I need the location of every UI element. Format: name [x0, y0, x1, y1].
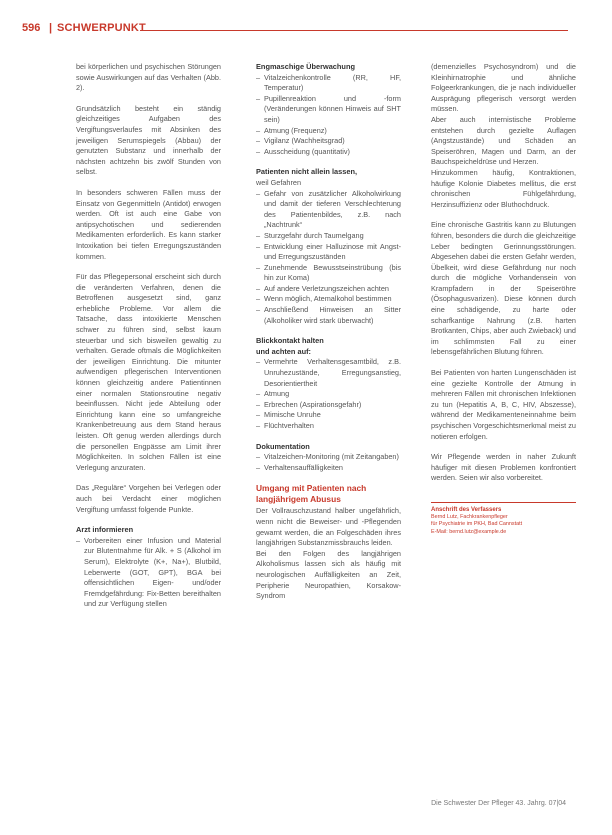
- author-line: für Psychiatrie im PKH, Bad Cannstatt: [431, 521, 523, 528]
- author-box: [431, 502, 576, 536]
- list-item: – Vigilanz (Wachheitsgrad): [256, 136, 401, 147]
- section-title: SCHWERPUNKT: [57, 22, 146, 34]
- list-item: – Ausscheidung (quantitativ): [256, 147, 401, 158]
- bullet-list: [256, 452, 401, 473]
- subheading-continuation: und achten auf:: [256, 346, 312, 356]
- list-item: – Vorbereiten einer Infusion und Material zur Blutentnahme für Alk. + S (Alkohol im Serum), Elektrolyte (K+, Na+), Blutbild, Leberwerte (GOT, GPT), BGA bei offensichtlichen Eigen- und/oder Fremdgefährdung: Fix-Betten bereithalten und zur Verfügung stellen: [76, 536, 221, 610]
- subheading: Arzt informieren: [76, 525, 134, 535]
- list-item: – Vitalzeichen-Monitoring (mit Zeitangaben): [256, 452, 401, 463]
- subheading: Blickkontakt halten: [256, 336, 324, 346]
- paragraph: Der Vollrauschzustand halber ungefährlich, wenn nicht die Beweiser- und -Pflegenden gewarnt werden, die an Folgeschäden ihres langjährigen Substanzmissbrauchs leiden.: [256, 506, 401, 548]
- list-item: – Gefahr von zusätzlicher Alkoholwirkung und damit der tieferen Verschlechterung des Patientenbildes, z.B. nach „Nachtrunk“: [256, 189, 401, 231]
- bullet-list: [256, 357, 401, 431]
- header-rule: [140, 30, 568, 31]
- list-item: – Verhaltensauffälligkeiten: [256, 463, 401, 474]
- list-item: – Anschließend Hinweisen an Sitter (Alkoholiker wird stark überwacht): [256, 305, 401, 326]
- column-middle: [256, 62, 401, 612]
- list-item: – Mimische Unruhe: [256, 410, 401, 421]
- paragraph: Aber auch internistische Probleme entstehen durch gezielte Auflagen (Angstzustände) und Schäden an Speiseröhren, Magen und Darm, an der Bauchspeicheldrüse und Herzen.: [431, 114, 576, 167]
- column-right: [431, 62, 576, 536]
- list-item: – Wenn möglich, Atemalkohol bestimmen: [256, 294, 401, 305]
- list-item: – Atmung (Frequenz): [256, 126, 401, 137]
- header-separator: |: [49, 22, 53, 34]
- bullet-list: [256, 73, 401, 158]
- page-footer: Die Schwester Der Pfleger 43. Jahrg. 07|04: [431, 800, 566, 807]
- list-item: – Erbrechen (Aspirationsgefahr): [256, 400, 401, 411]
- paragraph: (demenzielles Psychosyndrom) und die Kleinhirnatrophie und ähnliche Folgeerkrankungen, die je nach individueller Ausprägung pflegerisch versorgt werden müssen.: [431, 62, 576, 114]
- subheading-continuation: weil Gefahren: [256, 177, 302, 187]
- page-header: [0, 22, 612, 38]
- list-item: – Atmung: [256, 389, 401, 400]
- list-item: – Zunehmende Bewusstseinstrübung (bis hin zur Koma): [256, 263, 401, 284]
- paragraph: Das „Reguläre“ Vorgehen bei Verlegen oder auch bei Verdacht einer möglichen Vergiftung umfasst folgende Punkte.: [76, 483, 221, 514]
- list-item: – Entwicklung einer Halluzinose mit Angst- und Erregungszuständen: [256, 242, 401, 263]
- bullet-list: [256, 189, 401, 327]
- paragraph: Eine chronische Gastritis kann zu Blutungen führen, besonders die durch die gleichzeitige Leber bedingten Gerinnungsstörungen. Abgesehen dabei die ersten Gefahr werden, Übelkeit, wird diese Gefährdung nur noch durch die mögliche Vorhandensein von Krampfadern in der Speiseröhre (Ösophagusvarizen). Diese können durch eine schädigende, zu harte oder scharfkantige Nahrung (z.B. harten Brotkanten, Chips, aber auch Zwieback) und im schlimmsten Fall zu einer lebensgefährlichen Blutung führen.: [431, 220, 576, 357]
- paragraph: Wir Pflegende werden in naher Zukunft häufiger mit diesen Problemen konfrontiert werden. Seien wir also vorbereitet.: [431, 452, 576, 483]
- subheading: Engmaschige Überwachung: [256, 62, 355, 71]
- list-item: – Vitalzeichenkontrolle (RR, HF, Temperatur): [256, 73, 401, 94]
- paragraph: Grundsätzlich besteht ein ständig gleichzeitiges Aufgaben des Vergiftungsverlaufes mit Absinken des jeweiligen Serumspiegels (Abbau) der genutzten Substanz und innerhalb der nächsten achtzehn bis zwölf Stunden von selbst.: [76, 103, 221, 177]
- list-item: – Flüchtverhalten: [256, 421, 401, 432]
- subheading: Patienten nicht allein lassen,: [256, 167, 358, 177]
- paragraph: Bei den Folgen des langjährigen Alkoholismus lassen sich als häufig mit neurologischen Auffälligkeiten an Zeit, Peripherie Neuropathien, Korsakow-Syndrom: [256, 548, 401, 601]
- list-item: – Auf andere Verletzungszeichen achten: [256, 284, 401, 295]
- page-number: 596: [22, 22, 41, 34]
- list-item: – Pupillenreaktion und -form (Veränderungen können Hinweis auf SHT sein): [256, 94, 401, 126]
- column-left: [76, 62, 221, 620]
- paragraph: Hinzukommen häufig, Kontraktionen, häufige Kolonie Diabetes mellitus, die erst chronischen Fühlgefährdung, Herzinsuffizienz oder Bluthochdruck.: [431, 167, 576, 209]
- paragraph: bei körperlichen und psychischen Störungen sowie Auswirkungen auf das Verhalten (Abb. 2).: [76, 62, 221, 93]
- author-line: Bernd Lutz, Fachkrankenpfleger: [431, 513, 508, 520]
- bullet-list: [76, 536, 221, 610]
- list-item: – Vermehrte Verhaltensgesamtbild, z.B. Unruhezustände, Erregungsanstieg, Desorientiertheit: [256, 357, 401, 389]
- paragraph: In besonders schweren Fällen muss der Einsatz von Gegenmitteln (Antidot) erwogen werden. Oft ist auch eine Gabe von antipsychotischen und sedierenden Medikamenten erforderlich. Es kann starker Intoxikation bei tiefen Erregungszuständen kommen.: [76, 187, 221, 261]
- subheading: Dokumentation: [256, 441, 310, 451]
- list-item: – Sturzgefahr durch Taumelgang: [256, 231, 401, 242]
- paragraph: Für das Pflegepersonal erscheint sich durch die veränderten Verfahren, denen die Betroffenen ausgesetzt sind, ganz erhebliche Probleme. Vor allem die Tatsache, dass intoxikierte Menschen schwer zu führen sind, selbst kaum steuerbar und sich bisweilen gewaltig zu verhalten. Gerade oftmals die Möglichkeiten der jeweiligen Einrichtung. Die mitunter aufwendigen pflegerischen Interventionen können gleichzeitig andere Patientinnen einer normalen Stationsroutine negativ beeinflussen. Nicht jede Abteilung oder Einrichtung kann eine so umfangreiche Krankenbetreuung aus dem Stand heraus leisten. Oft genug werden allerdings durch die personellen Engpässe am Limit ihrer Möglichkeiten. In solchen Fällen ist eine Verlegung anzuraten.: [76, 272, 221, 472]
- paragraph: Bei Patienten von harten Lungenschäden ist eine gezielte Kontrolle der Atmung in mehreren Fällen mit chronischen Infektionen zu tun (Hepatitis A, B, C, HIV, Abszesse), während der Medikamenteneinnahme beim psychischen Vorgeschichtsmerkmal meist zu notieren erfolgen.: [431, 368, 576, 441]
- author-box-title: Anschrift des Verfassers: [431, 506, 502, 513]
- section-heading: Umgang mit Patienten nach langjährigem Abusus: [256, 483, 367, 505]
- author-line: E-Mail: bernd.lutz@example.de: [431, 528, 507, 535]
